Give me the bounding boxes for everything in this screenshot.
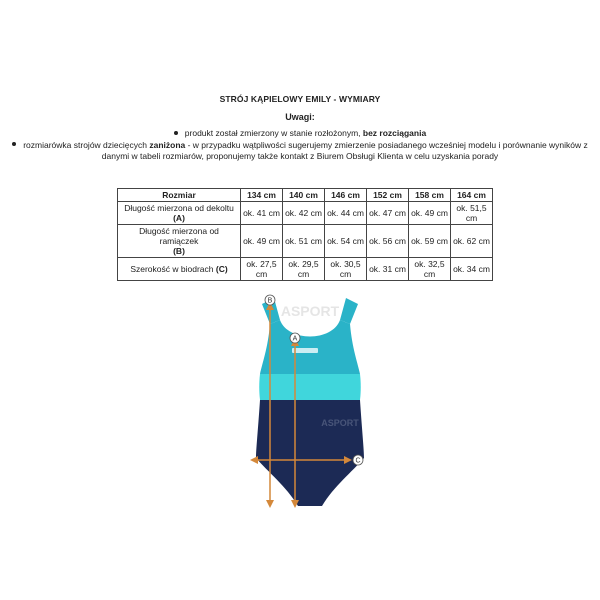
table-cell: ok. 51,5 cm — [451, 202, 493, 225]
swimsuit-bottom — [256, 400, 364, 506]
table-cell: ok. 62 cm — [451, 225, 493, 258]
note-2-text: rozmiarówka strojów dziecięcych — [23, 139, 150, 150]
swimsuit-band — [259, 374, 361, 400]
note-2-suffix: - w przypadku wątpliwości sugerujemy zmierzenie posiadanego wcześniej modelu i porównanie wyników z danymi w tabeli rozmiarów, proponujemy także kontakt z Biurem Obsługi Klienta w celu uzyskania porady — [101, 139, 588, 161]
size-table — [117, 188, 493, 281]
table-row — [118, 202, 493, 225]
table-cell: ok. 30,5 cm — [325, 258, 367, 281]
row-label-text: Długość mierzona od dekoltu — [124, 203, 234, 213]
table-header-cell: 164 cm — [451, 189, 493, 202]
row-label-text: Szerokość w biodrach — [130, 264, 214, 274]
notes-title: Uwagi: — [285, 112, 315, 122]
swimsuit-top — [260, 320, 360, 374]
table-cell: ok. 41 cm — [241, 202, 283, 225]
table-cell: ok. 56 cm — [367, 225, 409, 258]
table-row — [118, 258, 493, 281]
table-header-row — [118, 189, 493, 202]
table-cell: ok. 32,5 cm — [409, 258, 451, 281]
table-cell: ok. 44 cm — [325, 202, 367, 225]
row-label-code: (B) — [173, 246, 185, 256]
marker-b-label: B — [267, 297, 273, 305]
table-cell: ok. 47 cm — [367, 202, 409, 225]
row-label — [118, 258, 241, 281]
table-header-cell: 158 cm — [409, 189, 451, 202]
watermark-text: ASPORT — [321, 418, 359, 428]
marker-a-label: A — [292, 335, 298, 343]
note-2-bold: zaniżona — [149, 139, 186, 150]
arrow-down-icon — [266, 500, 274, 508]
table-header-cell: 146 cm — [325, 189, 367, 202]
table-header-cell: 134 cm — [241, 189, 283, 202]
table-header-cell: Rozmiar — [118, 189, 241, 202]
table-header-cell: 152 cm — [367, 189, 409, 202]
table-cell: ok. 42 cm — [283, 202, 325, 225]
page-title: STRÓJ KĄPIELOWY EMILY - WYMIARY — [219, 94, 381, 104]
bullet-icon — [174, 131, 178, 135]
row-label-code: (C) — [215, 264, 228, 274]
table-cell: ok. 27,5 cm — [241, 258, 283, 281]
swimsuit-diagram — [240, 290, 380, 510]
watermark-text: ASPORT — [280, 303, 340, 319]
marker-c-label: C — [355, 457, 361, 465]
logo-icon — [292, 348, 318, 353]
table-cell: ok. 51 cm — [283, 225, 325, 258]
table-row — [118, 225, 493, 258]
row-label — [118, 202, 241, 225]
table-cell: ok. 54 cm — [325, 225, 367, 258]
row-label — [118, 225, 241, 258]
table-cell: ok. 29,5 cm — [283, 258, 325, 281]
note-1-bold: bez rozciągania — [362, 128, 427, 138]
table-cell: ok. 49 cm — [241, 225, 283, 258]
notes-list — [0, 128, 600, 163]
table-cell: ok. 31 cm — [367, 258, 409, 281]
table-header-cell: 140 cm — [283, 189, 325, 202]
arrow-left-icon — [250, 456, 258, 464]
row-label-text: Długość mierzona od ramiączek — [139, 226, 219, 246]
table-cell: ok. 34 cm — [451, 258, 493, 281]
table-cell: ok. 49 cm — [409, 202, 451, 225]
right-strap — [340, 298, 358, 324]
table-cell: ok. 59 cm — [409, 225, 451, 258]
note-item-1 — [0, 128, 600, 140]
note-1-text: produkt został zmierzony w stanie rozłożonym, — [184, 128, 363, 138]
bullet-icon — [12, 142, 16, 146]
note-item-2 — [0, 140, 600, 163]
row-label-code: (A) — [173, 213, 185, 223]
